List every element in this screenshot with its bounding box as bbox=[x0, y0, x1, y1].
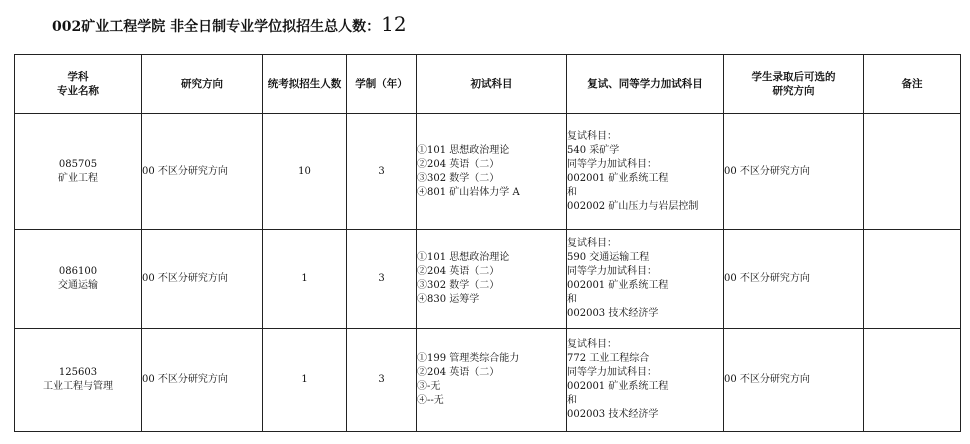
cell-duration: 3 bbox=[347, 114, 417, 230]
table-row bbox=[15, 114, 961, 230]
cell-admitted-direction: 00 不区分研究方向 bbox=[724, 230, 864, 329]
table-row bbox=[15, 230, 961, 329]
cell-major: 085705 矿业工程 bbox=[15, 114, 142, 230]
cell-admitted-direction: 00 不区分研究方向 bbox=[724, 329, 864, 432]
cell-notes bbox=[864, 114, 961, 230]
cell-admitted-direction: 00 不区分研究方向 bbox=[724, 114, 864, 230]
header-major: 学科 专业名称 bbox=[15, 55, 142, 114]
cell-exam: ①101 思想政治理论 ②204 英语（二） ③302 数学（二） ④830 运筹学 bbox=[417, 230, 567, 329]
cell-duration: 3 bbox=[347, 329, 417, 432]
cell-retest: 复试科目： 590 交通运输工程 同等学力加试科目： 002001 矿业系统工程 和 002003 技术经济学 bbox=[567, 230, 724, 329]
cell-direction: 00 不区分研究方向 bbox=[142, 230, 263, 329]
enrollment-table bbox=[14, 54, 961, 432]
cell-notes bbox=[864, 230, 961, 329]
table-row bbox=[15, 329, 961, 432]
cell-duration: 3 bbox=[347, 230, 417, 329]
cell-direction: 00 不区分研究方向 bbox=[142, 329, 263, 432]
cell-enrollment: 1 bbox=[263, 329, 347, 432]
cell-notes bbox=[864, 329, 961, 432]
header-direction: 研究方向 bbox=[142, 55, 263, 114]
header-enrollment: 统考拟招生人数 bbox=[263, 55, 347, 114]
header-duration: 学制（年） bbox=[347, 55, 417, 114]
header-notes: 备注 bbox=[864, 55, 961, 114]
page-heading bbox=[52, 12, 407, 42]
cell-direction: 00 不区分研究方向 bbox=[142, 114, 263, 230]
cell-exam: ①101 思想政治理论 ②204 英语（二） ③302 数学（二） ④801 矿山岩体力学 A bbox=[417, 114, 567, 230]
heading-total-count: 12 bbox=[381, 12, 407, 36]
cell-enrollment: 10 bbox=[263, 114, 347, 230]
header-admitted-direction: 学生录取后可选的 研究方向 bbox=[724, 55, 864, 114]
cell-major: 125603 工业工程与管理 bbox=[15, 329, 142, 432]
table-header-row bbox=[15, 55, 961, 114]
cell-enrollment: 1 bbox=[263, 230, 347, 329]
header-exam: 初试科目 bbox=[417, 55, 567, 114]
heading-text: 002矿业工程学院 非全日制专业学位拟招生总人数： bbox=[52, 19, 381, 35]
cell-retest: 复试科目： 772 工业工程综合 同等学力加试科目： 002001 矿业系统工程 和 002003 技术经济学 bbox=[567, 329, 724, 432]
cell-retest: 复试科目： 540 采矿学 同等学力加试科目： 002001 矿业系统工程 和 002002 矿山压力与岩层控制 bbox=[567, 114, 724, 230]
cell-exam: ①199 管理类综合能力 ②204 英语（二） ③-无 ④--无 bbox=[417, 329, 567, 432]
cell-major: 086100 交通运输 bbox=[15, 230, 142, 329]
header-retest: 复试、同等学力加试科目 bbox=[567, 55, 724, 114]
